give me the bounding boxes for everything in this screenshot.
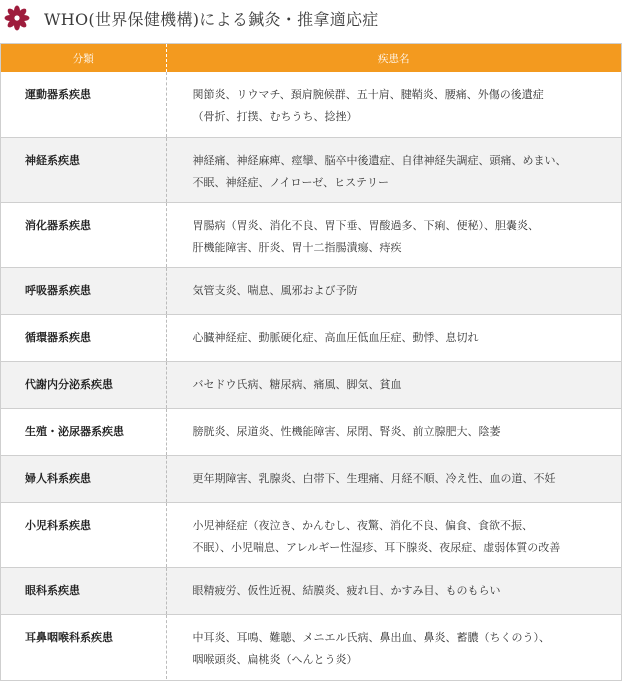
disease-cell (166, 502, 621, 567)
category-cell: 神経系疾患 (1, 137, 166, 202)
disease-cell (166, 614, 621, 679)
table-row (1, 455, 621, 502)
disease-cell (166, 72, 621, 137)
table-body (1, 72, 621, 679)
table-row (1, 408, 621, 455)
page-title: WHO(世界保健機構)による鍼灸・推拿適応症 (44, 9, 379, 29)
indications-table (1, 44, 621, 679)
category-cell: 代謝内分泌系疾患 (1, 361, 166, 408)
disease-cell (166, 314, 621, 361)
disease-line: 膀胱炎、尿道炎、性機能障害、尿閉、腎炎、前立腺肥大、陰萎 (192, 424, 501, 438)
table-row (1, 72, 621, 137)
disease-line: 神経痛、神経麻痺、痙攣、脳卒中後遺症、自律神経失調症、頭痛、めまい、 (192, 153, 567, 167)
disease-line: バセドウ氏病、糖尿病、痛風、脚気、貧血 (192, 377, 402, 391)
table-row (1, 567, 621, 614)
disease-line: 小児神経症（夜泣き、かんむし、夜驚、消化不良、偏食、食欲不振、 (192, 518, 534, 532)
disease-line: 更年期障害、乳腺炎、白帯下、生理痛、月経不順、冷え性、血の道、不妊 (192, 471, 556, 485)
category-cell: 小児科系疾患 (1, 502, 166, 567)
table-row (1, 361, 621, 408)
disease-cell (166, 361, 621, 408)
category-cell: 婦人科系疾患 (1, 455, 166, 502)
disease-line: 不眠）、小児喘息、アレルギー性湿疹、耳下腺炎、夜尿症、虚弱体質の改善 (192, 540, 561, 554)
disease-line: 咽喉頭炎、扁桃炎（へんとう炎） (192, 652, 358, 666)
table-row (1, 502, 621, 567)
category-cell: 生殖・泌尿器系疾患 (1, 408, 166, 455)
disease-line: 関節炎、リウマチ、頚肩腕候群、五十肩、腱鞘炎、腰痛、外傷の後遺症 (192, 88, 544, 101)
column-header-disease: 疾患名 (166, 44, 621, 72)
disease-line: 胃腸病（胃炎、消化不良、胃下垂、胃酸過多、下痢、便秘）、胆嚢炎、 (192, 218, 539, 232)
disease-line: （骨折、打撲、むちうち、捻挫） (192, 110, 358, 123)
category-cell: 運動器系疾患 (1, 72, 166, 137)
table-header (1, 44, 621, 72)
disease-cell (166, 567, 621, 614)
category-cell: 呼吸器系疾患 (1, 267, 166, 314)
disease-line: 眼精疲労、仮性近視、結膜炎、疲れ目、かすみ目、ものもらい (192, 583, 501, 597)
disease-line: 不眠、神経症、ノイローゼ、ヒステリー (192, 175, 389, 189)
table-row (1, 314, 621, 361)
disease-cell (166, 202, 621, 267)
table-row (1, 614, 621, 679)
column-header-category: 分類 (1, 44, 166, 72)
flower-icon (4, 5, 30, 31)
disease-line: 肝機能障害、肝炎、胃十二指腸潰瘍、痔疾 (192, 240, 402, 254)
disease-cell (166, 455, 621, 502)
disease-cell (166, 267, 621, 314)
category-cell: 循環器系疾患 (1, 314, 166, 361)
disease-cell (166, 137, 621, 202)
category-cell: 耳鼻咽喉科系疾患 (1, 614, 166, 679)
disease-line: 気管支炎、喘息、風邪および予防 (192, 283, 358, 297)
table-row (1, 137, 621, 202)
category-cell: 消化器系疾患 (1, 202, 166, 267)
title-bar (0, 0, 622, 36)
disease-cell (166, 408, 621, 455)
disease-line: 中耳炎、耳鳴、難聴、メニエル氏病、鼻出血、鼻炎、蓄膿（ちくのう）、 (192, 630, 550, 644)
table-row (1, 202, 621, 267)
disease-line: 心臓神経症、動脈硬化症、高血圧低血圧症、動悸、息切れ (192, 330, 479, 344)
category-cell: 眼科系疾患 (1, 567, 166, 614)
table-row (1, 267, 621, 314)
